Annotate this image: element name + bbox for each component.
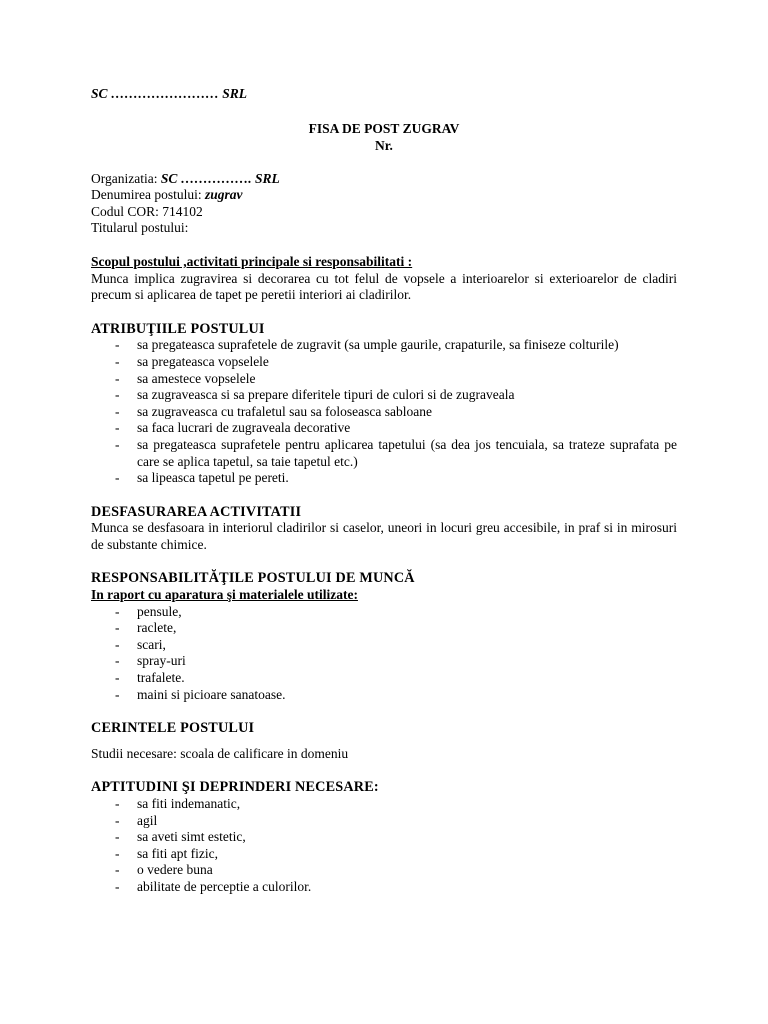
list-dash-marker: - (115, 370, 120, 386)
list-item-text: spray-uri (137, 653, 186, 669)
list-item (91, 437, 677, 470)
document-page (91, 86, 677, 896)
list-item-text: trafalete. (137, 670, 185, 686)
list-item (91, 687, 677, 704)
organization-line (91, 171, 677, 188)
requirements-heading: CERINTELE POSTULUI (91, 720, 255, 737)
list-item-text: maini si picioare sanatoase. (137, 686, 286, 702)
list-item (91, 604, 677, 621)
job-meta (91, 171, 677, 237)
list-dash-marker: - (115, 436, 120, 452)
list-item (91, 470, 677, 487)
list-dash-marker: - (115, 636, 120, 652)
list-item (91, 829, 677, 846)
scope-heading: Scopul postului ,activitati principale si responsabilitati : (91, 253, 413, 269)
post-name-value: zugrav (204, 187, 243, 203)
list-item (91, 620, 677, 637)
list-dash-marker: - (115, 845, 120, 861)
skills-list (91, 796, 677, 896)
list-item-text: sa fiti indemanatic, (137, 796, 241, 811)
number-line: Nr. (375, 137, 393, 153)
list-dash-marker: - (115, 420, 120, 436)
list-dash-marker: - (115, 670, 120, 686)
list-dash-marker: - (115, 812, 120, 828)
attributions-heading: ATRIBUŢIILE POSTULUI (91, 320, 265, 337)
list-item-text: sa faca lucrari de zugraveala decorative (137, 420, 351, 436)
list-item (91, 337, 677, 354)
list-dash-marker: - (115, 829, 120, 845)
activity-text: Munca se desfasoara in interiorul cladirilor si caselor, uneori in locuri greu accesibile, in praf si in mirosuri de substante chimice. (91, 520, 677, 552)
list-item-text: sa pregateasca suprafetele pentru aplicarea tapetului (sa dea jos tencuiala, sa trateze suprafata pe care se aplica tapetul, sa taie tapetul etc.) (137, 436, 677, 469)
list-item (91, 354, 677, 371)
cor-code-line: Codul COR: 714102 (91, 203, 203, 219)
list-item (91, 879, 677, 896)
list-dash-marker: - (115, 603, 120, 619)
organization-label: Organizatia: (91, 170, 161, 186)
list-item-text: o vedere buna (137, 862, 213, 878)
list-item (91, 387, 677, 404)
company-header: SC …………………… SRL (91, 86, 248, 101)
list-item-text: sa amestece vopselele (137, 370, 256, 386)
list-dash-marker: - (115, 470, 120, 486)
list-item-text: abilitate de perceptie a culorilor. (137, 878, 312, 894)
holder-line: Titularul postului: (91, 220, 189, 236)
post-name-label: Denumirea postului: (91, 187, 205, 203)
list-item (91, 637, 677, 654)
list-item-text: sa lipeasca tapetul pe pereti. (137, 470, 289, 486)
list-dash-marker: - (115, 353, 120, 369)
list-dash-marker: - (115, 862, 120, 878)
organization-value: SC ……………. SRL (160, 170, 280, 186)
list-dash-marker: - (115, 686, 120, 702)
list-item-text: sa pregateasca vopselele (137, 353, 269, 369)
skills-heading: APTITUDINI ŞI DEPRINDERI NECESARE: (91, 779, 379, 796)
list-item-text: scari, (137, 636, 166, 652)
list-item-text: sa pregateasca suprafetele de zugravit (sa umple gaurile, crapaturile, sa finiseze colturile) (137, 337, 619, 353)
list-item-text: sa fiti apt fizic, (137, 845, 218, 861)
list-dash-marker: - (115, 387, 120, 403)
list-item (91, 846, 677, 863)
list-item (91, 371, 677, 388)
list-item-text: agil (137, 812, 158, 828)
list-dash-marker: - (115, 653, 120, 669)
list-item (91, 862, 677, 879)
responsibilities-heading: RESPONSABILITĂŢILE POSTULUI DE MUNCĂ (91, 570, 415, 587)
document-title (91, 120, 677, 154)
list-dash-marker: - (115, 796, 120, 811)
list-item-text: sa zugraveasca cu trafaletul sau sa foloseasca sabloane (137, 403, 432, 419)
scope-text: Munca implica zugravirea si decorarea cu tot felul de vopsele a interioarelor si exterioarelor de cladiri precum si aplicarea de tapet pe peretii interiori ai cladirilor. (91, 270, 677, 303)
list-item (91, 813, 677, 830)
title-line: FISA DE POST ZUGRAV (308, 120, 460, 136)
list-item-text: sa aveti simt estetic, (137, 829, 246, 845)
attributions-list (91, 337, 677, 486)
list-dash-marker: - (115, 620, 120, 636)
activity-heading: DESFASURAREA ACTIVITATII (91, 503, 302, 520)
responsibilities-list (91, 604, 677, 704)
list-dash-marker: - (115, 337, 120, 353)
list-item (91, 404, 677, 421)
list-dash-marker: - (115, 403, 120, 419)
list-dash-marker: - (115, 878, 120, 894)
list-item-text: pensule, (137, 603, 182, 619)
responsibilities-subheading: In raport cu aparatura şi materialele utilizate: (91, 587, 358, 603)
requirements-text: Studii necesare: scoala de calificare in domeniu (91, 745, 349, 761)
post-name-line (91, 187, 677, 204)
list-item (91, 653, 677, 670)
list-item-text: sa zugraveasca si sa prepare diferitele tipuri de culori si de zugraveala (137, 387, 515, 403)
list-item (91, 670, 677, 687)
list-item (91, 420, 677, 437)
list-item-text: raclete, (137, 620, 177, 636)
list-item (91, 796, 677, 813)
